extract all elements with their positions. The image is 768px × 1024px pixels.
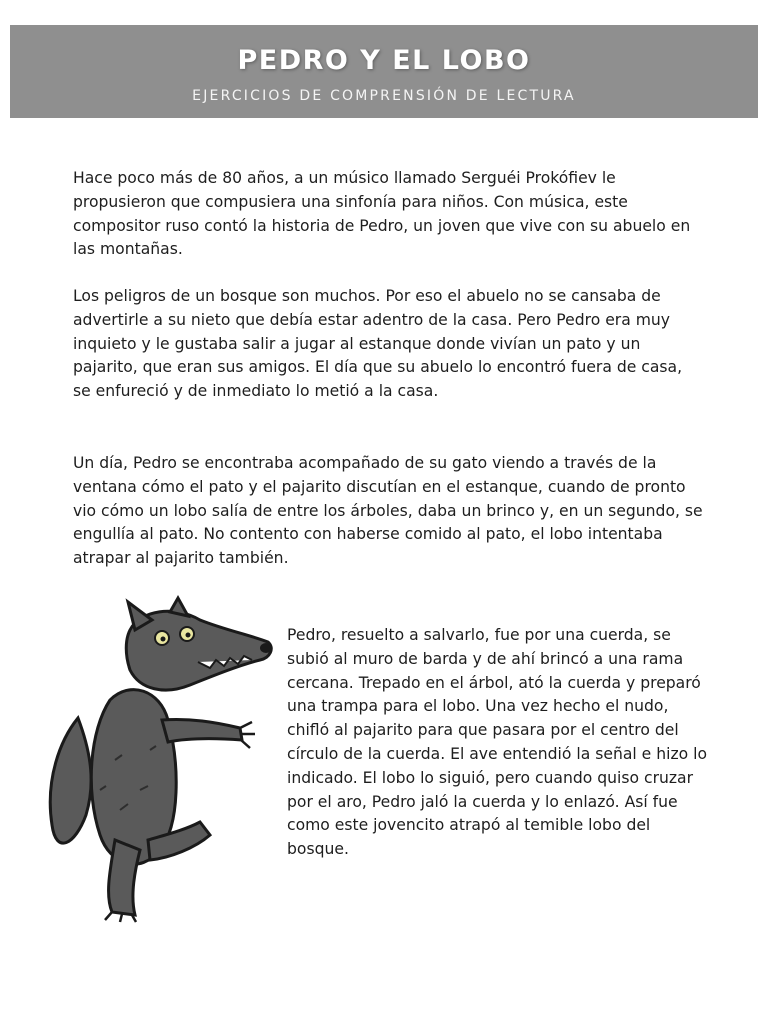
paragraph-dangers: Los peligros de un bosque son muchos. Por eso el abuelo no se cansaba de advertirle a su nieto que debía estar adentro de la casa. Pero Pedro era muy inquieto y le gustaba salir a jugar al estanque donde vivían un pato y un pajarito, que eran sus amigos. El día que su abuelo lo encontró fuera de casa, se enfureció y de inmediato lo metió a la casa. — [73, 287, 683, 401]
page-subtitle: EJERCICIOS DE COMPRENSIÓN DE LECTURA — [192, 88, 576, 104]
wolf-icon — [30, 590, 280, 925]
paragraph-wolf-attack: Un día, Pedro se encontraba acompañado de su gato viendo a través de la ventana cómo el pato y el pajarito discutían en el estanque, cuando de pronto vio cómo un lobo salía de entre los árboles, daba un brinco y, en un segundo, se engullía al pato. No contento con haberse comido al pato, el lobo intentaba atrapar al pajarito también. — [73, 454, 703, 568]
header-banner — [10, 25, 758, 118]
paragraph-trap: Pedro, resuelto a salvarlo, fue por una cuerda, se subió al muro de barda y de ahí brincó a una rama cercana. Trepado en el árbol, ató la cuerda y preparó una trampa para el lobo. Una vez hecho el nudo, chifló al pajarito para que pasara por el centro del círculo de la cuerda. El ave entendió la señal e hizo lo indicado. El lobo lo siguió, pero cuando quiso cruzar por el aro, Pedro jaló la cuerda y lo enlazó. Así fue como este jovencito atrapó al temible lobo del bosque. — [287, 626, 707, 859]
page-title: PEDRO Y EL LOBO — [237, 45, 531, 76]
paragraph-intro: Hace poco más de 80 años, a un músico llamado Serguéi Prokófiev le propusieron que compusiera una sinfonía para niños. Con música, este compositor ruso contó la historia de Pedro, un joven que vive con su abuelo en las montañas. — [73, 169, 691, 259]
